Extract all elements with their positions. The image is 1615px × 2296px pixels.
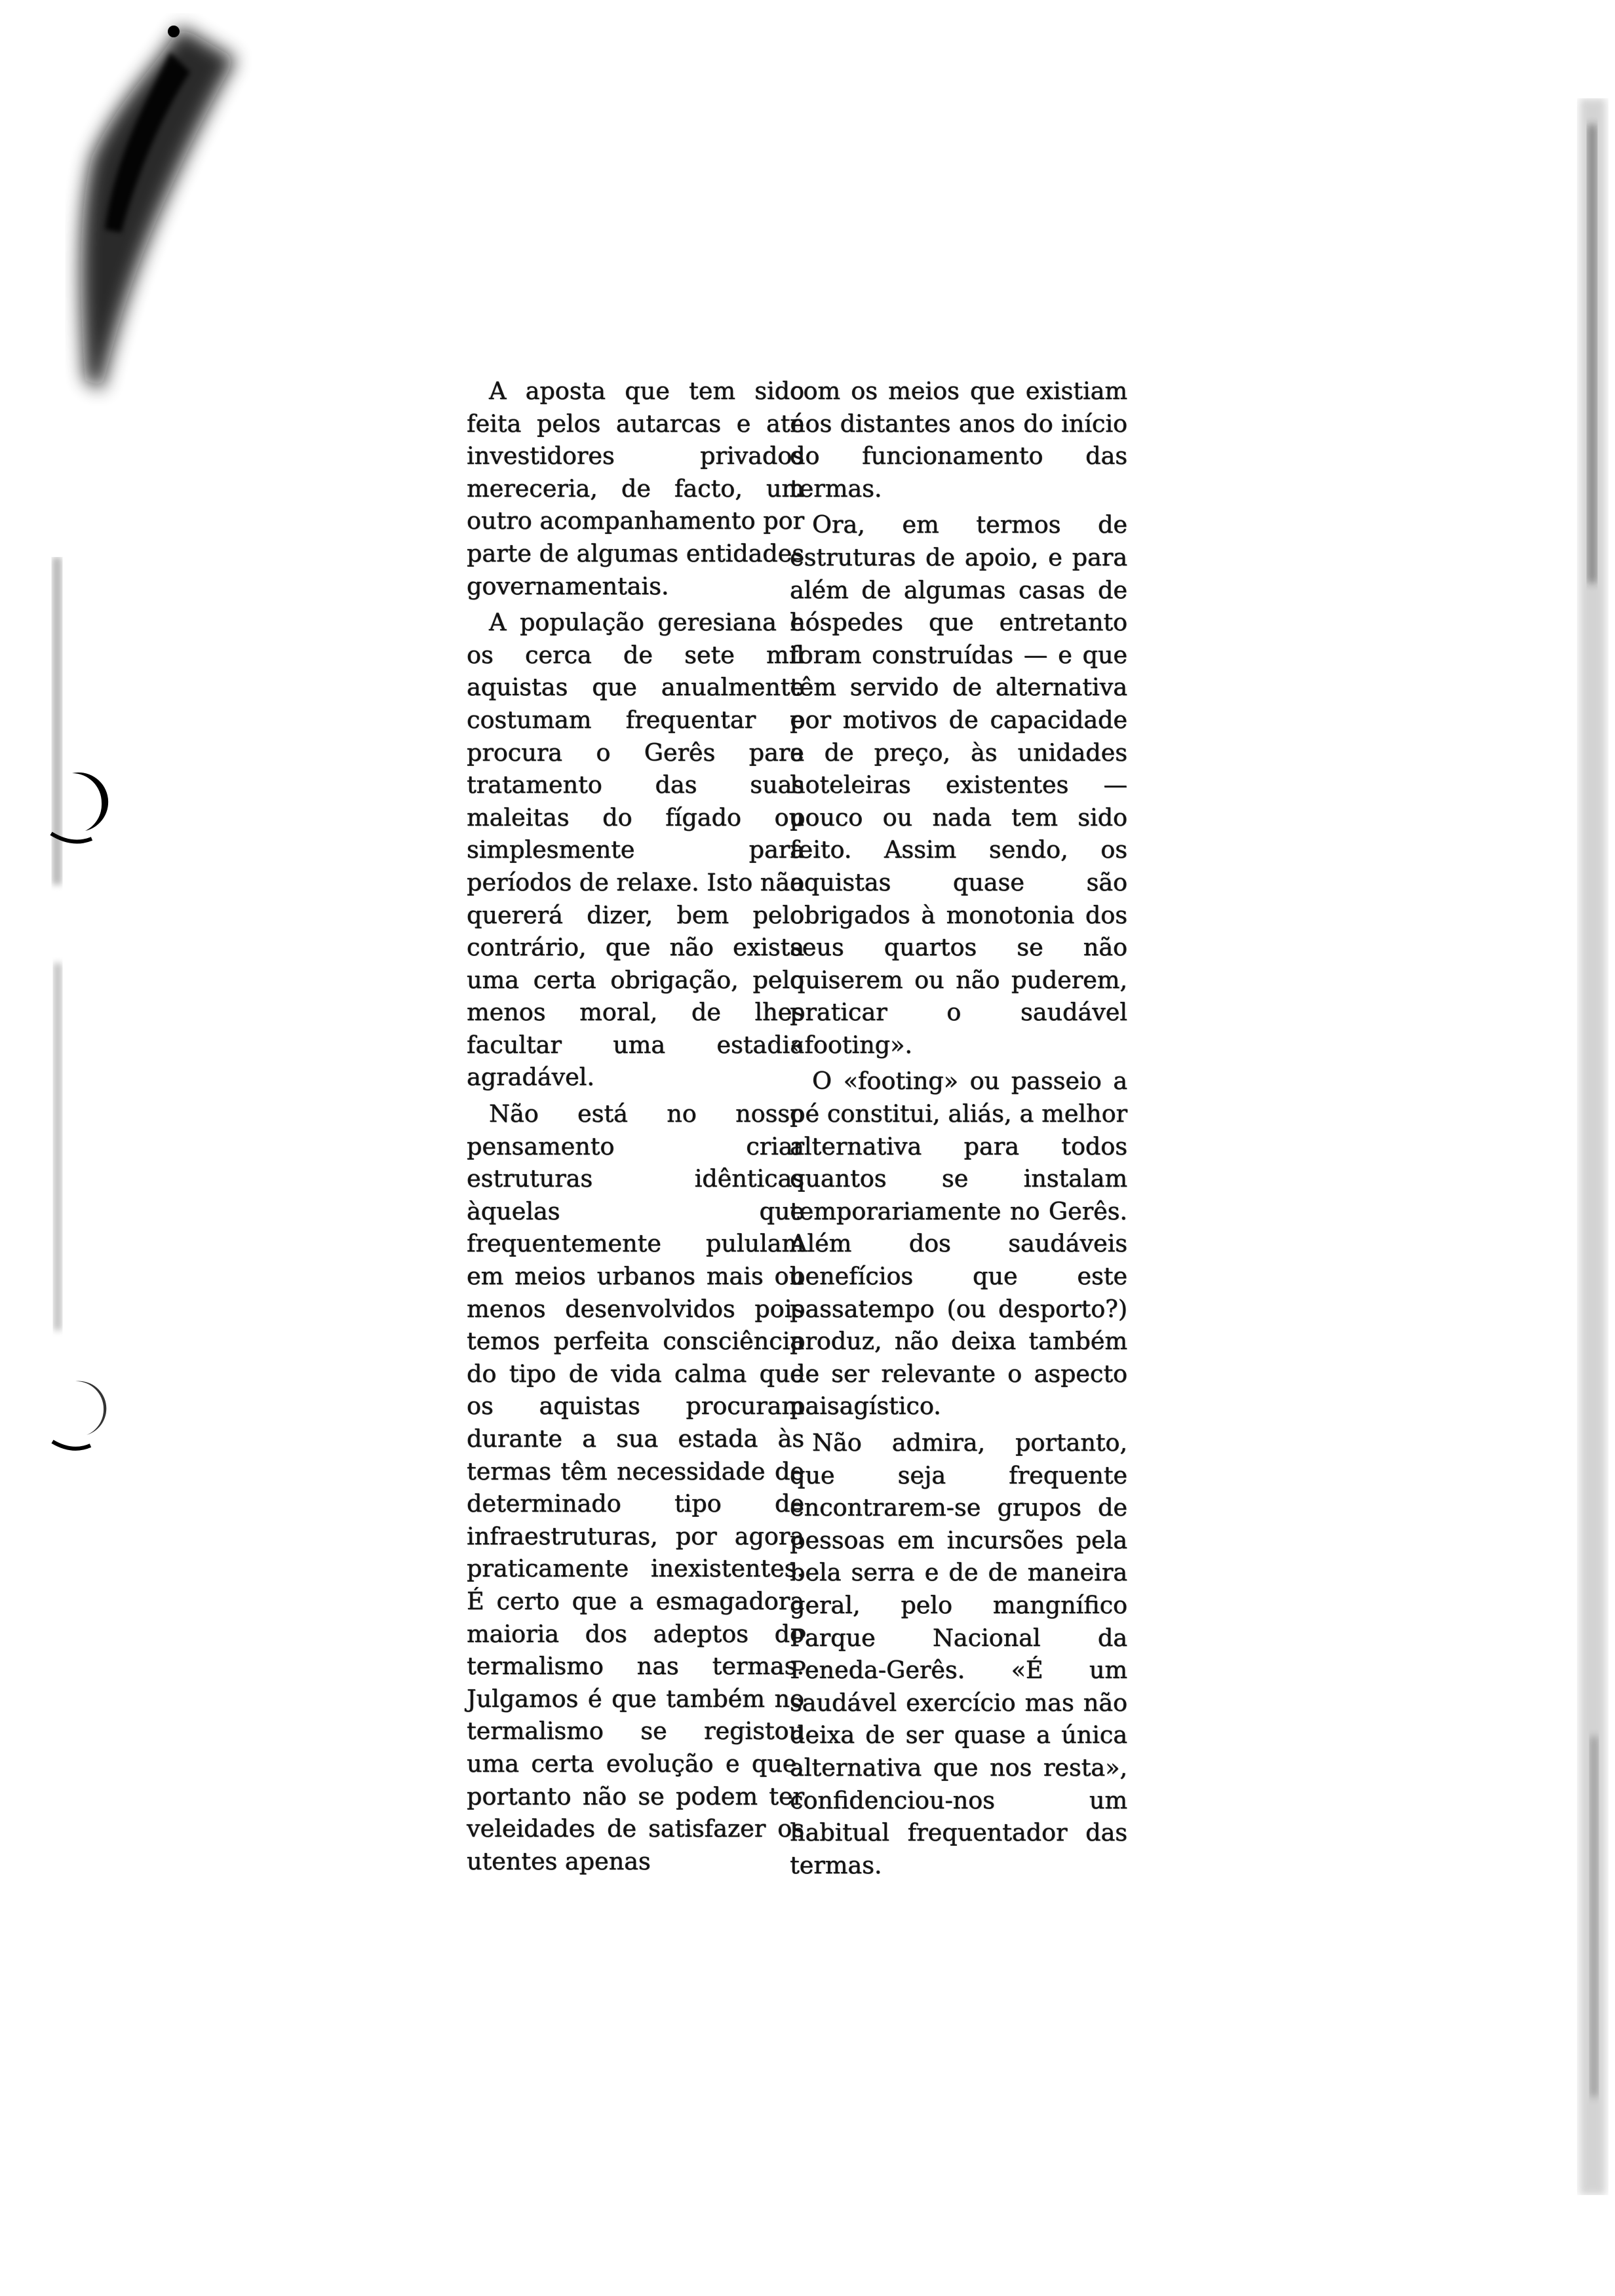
article-column-right [790,375,1127,1885]
scan-smudge-top-left [39,13,275,432]
punch-hole-lower [46,1369,111,1455]
paragraph-populacao: A população geresiana e os cerca de sete mil aquistas que anualmente costumam frequentar e procura o Gerês para tratamento das suas maleitas do fígado ou simplesmente para períodos de relaxe. Isto não quererá dizer, bem pelo contrário, que não exista uma certa obrigação, pelo menos moral, de lhes facultar uma estadia agradável. [467,608,804,1092]
article-column-left [467,375,804,1881]
paragraph-aposta: A aposta que tem sido feita pelos autarcas e até investidores privados mereceria, de facto, um outro acompanhamento por parte de algumas entidades governamentais. [467,377,804,600]
punch-hole-upper [46,760,111,845]
paragraph-estruturas: Ora, em termos de estruturas de apoio, e para além de algumas casas de hóspedes que entretanto foram construídas — e que têm servido de alternativa por motivos de capacidade e de preço, às unidades hoteleiras existentes — pouco ou nada tem sido feito. Assim sendo, os aquistas quase são obrigados à monotonia dos seus quartos se não quiserem ou não puderem, praticar o saudável «footing». [790,510,1127,1059]
scan-edge-noise-right [1547,98,1615,2195]
paragraph-footing: O «footing» ou passeio a pé constitui, aliás, a melhor alternativa para todos quantos se instalam temporariamente no Gerês. Além dos saudáveis benefícios que este passatempo (ou desporto?) produz, não deixa também de ser relevante o aspecto paisagístico. [790,1067,1127,1421]
paragraph-admira: Não admira, portanto, que seja frequente encontrarem-se grupos de pessoas em incursões pela bela serra e de de maneira geral, pelo mangnífico Parque Nacional da Peneda-Gerês. «É um saudável exercício mas não deixa de ser quase a única alternativa que nos resta», confidenciou-nos um habitual frequentador das termas. [790,1428,1127,1879]
paragraph-pensamento: Não está no nosso pensamento criar estruturas idênticas àquelas que frequentemente pululam em meios urbanos mais ou menos desenvolvidos pois temos perfeita consciência do tipo de vida calma que os aquistas procuram durante a sua estada às termas têm necessidade de determinado tipo de infraestruturas, por agora praticamente inexistentes. É certo que a esmagadora maioria dos adeptos do termalismo nas termas. Julgamos é que também no termalismo se registou uma certa evolução e que, portanto não se podem ter veleidades de satisfazer os utentes apenas [467,1100,804,1875]
scan-edge-noise-left [39,557,85,1376]
paragraph-continuation: com os meios que existiam nos distantes anos do início do funcionamento das termas. [790,377,1127,503]
